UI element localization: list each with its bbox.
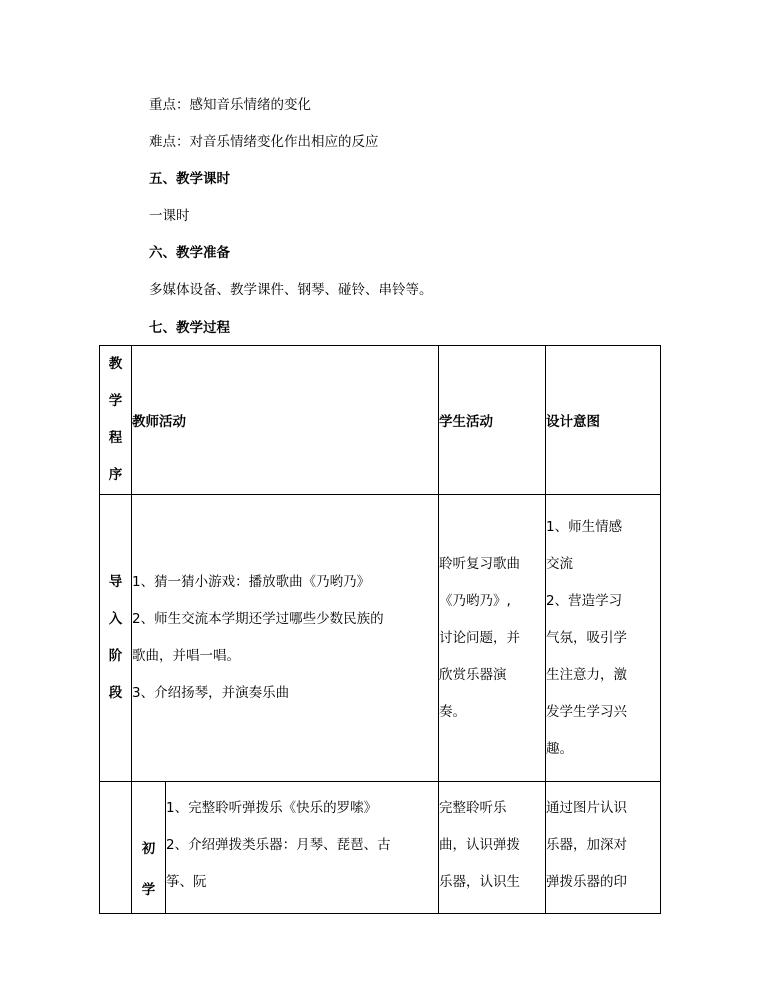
initial-stage-char: 学 — [141, 882, 156, 898]
initial-empty-cell — [100, 782, 132, 914]
intro-design-line: 发学生学习兴 — [546, 703, 627, 720]
intro-stage-char: 导 — [108, 574, 123, 590]
design-intent-label: 设计意图 — [546, 414, 600, 430]
intro-teacher-line: 1、猜一猜小游戏：播放歌曲《乃哟乃》 — [132, 574, 371, 590]
intro-design-line: 2、营造学习 — [546, 592, 623, 609]
key-point-text: 重点：感知音乐情绪的变化 — [149, 97, 311, 113]
intro-design-line: 生注意力，激 — [546, 666, 627, 683]
student-activity-header — [439, 346, 546, 495]
section5-title: 五、教学课时 — [149, 171, 230, 187]
intro-stage-cell — [100, 495, 132, 782]
intro-teacher-line: 3、介绍扬琴，并演奏乐曲 — [132, 685, 290, 701]
table-header-row — [100, 346, 661, 495]
intro-design-line: 气氛，吸引学 — [546, 629, 627, 646]
student-activity-label: 学生活动 — [439, 414, 493, 430]
procedure-char: 序 — [108, 467, 123, 483]
intro-teacher-line: 歌曲，并唱一唱。 — [132, 648, 240, 664]
lesson-process-table — [99, 345, 661, 914]
intro-stage-char: 阶 — [108, 648, 123, 664]
section7-title: 七、教学过程 — [149, 320, 230, 336]
intro-student-line: 《乃哟乃》, — [439, 592, 511, 609]
intro-design-line: 1、师生情感 — [546, 518, 623, 535]
intro-stage-row — [100, 495, 661, 782]
section6-body: 多媒体设备、教学课件、钢琴、碰铃、串铃等。 — [149, 282, 433, 298]
initial-design-line: 弹拨乐器的印 — [546, 874, 627, 890]
initial-student-line: 曲，认识弹拨 — [439, 837, 520, 853]
initial-student-line: 乐器，认识生 — [439, 874, 520, 890]
difficult-point-text: 难点：对音乐情绪变化作出相应的反应 — [149, 134, 379, 150]
section5-body: 一课时 — [149, 208, 190, 224]
intro-student-line: 奏。 — [439, 703, 466, 720]
initial-teacher-line: 2、介绍弹拨类乐器：月琴、琵琶、古 — [166, 837, 391, 853]
intro-design-cell — [546, 495, 661, 782]
teacher-activity-header — [132, 346, 439, 495]
procedure-char: 教 — [108, 356, 123, 372]
initial-teacher-cell — [166, 782, 439, 914]
section6-title: 六、教学准备 — [149, 245, 230, 261]
intro-teacher-line: 2、师生交流本学期还学过哪些少数民族的 — [132, 611, 384, 627]
procedure-header-cell — [100, 346, 132, 495]
initial-student-cell — [439, 782, 546, 914]
intro-design-line: 交流 — [546, 555, 573, 572]
initial-teacher-line: 1、完整聆听弹拨乐《快乐的罗嗦》 — [166, 800, 378, 816]
intro-teacher-cell — [132, 495, 439, 782]
intro-student-line: 讨论问题，并 — [439, 629, 520, 646]
initial-teacher-line: 筝、阮 — [166, 874, 207, 890]
intro-student-line: 欣赏乐器演 — [439, 666, 507, 683]
initial-student-line: 完整聆听乐 — [439, 800, 507, 816]
procedure-char: 程 — [108, 430, 123, 446]
intro-stage-char: 段 — [108, 685, 123, 701]
procedure-char: 学 — [108, 393, 123, 409]
intro-stage-char: 入 — [108, 611, 123, 627]
intro-student-cell — [439, 495, 546, 782]
intro-student-line: 聆听复习歌曲 — [439, 555, 520, 572]
initial-stage-row — [100, 782, 661, 914]
intro-design-line: 趣。 — [546, 740, 573, 757]
initial-stage-char: 初 — [141, 841, 156, 857]
initial-design-line: 乐器，加深对 — [546, 837, 627, 853]
teacher-activity-label: 教师活动 — [132, 414, 186, 430]
initial-stage-cell — [132, 782, 166, 914]
initial-design-cell — [546, 782, 661, 914]
design-intent-header — [546, 346, 661, 495]
initial-design-line: 通过图片认识 — [546, 800, 627, 816]
